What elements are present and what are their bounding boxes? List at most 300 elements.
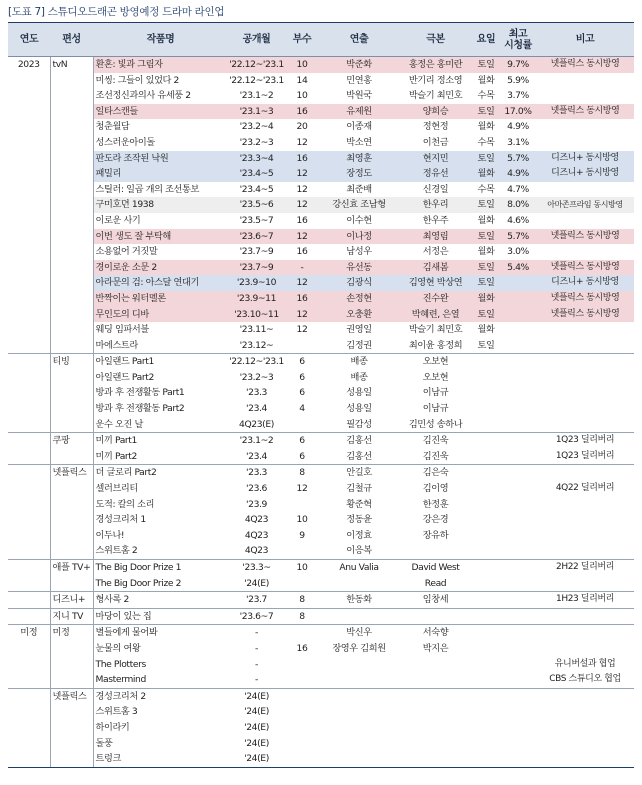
table-row	[8, 119, 634, 135]
note-cell	[536, 465, 634, 481]
writer-cell	[399, 688, 472, 704]
year-cell	[8, 657, 50, 673]
director-cell: 김광식	[319, 275, 399, 291]
writer-cell: 홍정은 홍미란	[399, 57, 472, 73]
writer-cell: 김영현 박상연	[399, 275, 472, 291]
header-platform: 편성	[50, 23, 93, 57]
year-cell	[8, 497, 50, 513]
director-cell	[319, 576, 399, 592]
release-cell: '22.12~'23.1	[229, 74, 284, 86]
table-row	[8, 688, 634, 704]
writer-cell: David West	[399, 560, 472, 576]
rating-cell	[500, 608, 536, 625]
release-cell: '24(E)	[244, 577, 269, 589]
table-row	[8, 338, 634, 354]
platform-cell	[50, 704, 93, 720]
table-row	[8, 512, 634, 528]
day-cell: 토일	[472, 307, 500, 323]
year-cell	[8, 560, 50, 576]
table-row	[8, 401, 634, 417]
year-cell	[8, 704, 50, 720]
release-cell: '24(E)	[244, 721, 269, 733]
writer-cell: 박지은	[422, 642, 449, 654]
release-cell: '23.9~10	[228, 275, 285, 291]
year-cell	[8, 528, 50, 544]
writer-cell: 오보현	[422, 371, 449, 383]
note-cell: 1H23 딜리버리	[536, 592, 634, 609]
note-cell	[536, 736, 634, 752]
table-row	[8, 672, 634, 688]
table-row	[8, 57, 634, 73]
note-cell: 디즈니+ 동시방영	[536, 151, 634, 167]
episodes-cell: 8	[285, 592, 319, 609]
episodes-cell: 16	[285, 104, 319, 120]
release-cell: '23.1~2	[239, 90, 274, 102]
year-cell	[8, 354, 50, 370]
writer-cell	[399, 720, 472, 736]
day-cell: 수목	[477, 136, 495, 148]
writer-cell: 장유하	[422, 529, 449, 541]
note-cell	[536, 512, 634, 528]
episodes-cell: 6	[299, 450, 305, 462]
release-cell: '23.7~9	[239, 246, 274, 258]
rating-cell: 5.9%	[507, 74, 529, 86]
release-cell: '23.9~11	[228, 291, 285, 307]
work-cell: 소용없어 거짓말	[95, 246, 158, 258]
platform-cell	[50, 449, 93, 465]
day-cell	[472, 354, 500, 370]
rating-cell: 3.1%	[507, 136, 529, 148]
release-cell: '23.2~4	[239, 121, 274, 133]
note-cell	[536, 543, 634, 559]
day-cell	[472, 512, 500, 528]
writer-cell: 김민성 송하나	[408, 418, 463, 430]
table-row	[8, 592, 634, 609]
platform-cell: 넷플릭스	[50, 688, 93, 704]
year-cell	[8, 672, 50, 688]
day-cell	[472, 672, 500, 688]
director-cell: 배종	[350, 371, 368, 383]
drama-lineup-table	[8, 22, 634, 768]
day-cell	[472, 543, 500, 559]
work-cell: The Big Door Prize 2	[95, 577, 182, 589]
platform-cell	[50, 385, 93, 401]
year-cell	[8, 608, 50, 625]
rating-cell: 5.4%	[500, 260, 536, 276]
note-cell	[536, 119, 634, 135]
rating-cell	[500, 497, 536, 513]
day-cell	[472, 720, 500, 736]
writer-cell: 반기리 정소영	[408, 74, 463, 86]
work-cell: Mastermind	[95, 674, 146, 686]
release-cell: -	[255, 658, 258, 670]
day-cell	[472, 385, 500, 401]
table-row	[8, 135, 634, 151]
writer-cell: 이남규	[422, 403, 449, 415]
table-row	[8, 481, 634, 497]
year-cell	[8, 213, 50, 229]
table-row	[8, 73, 634, 89]
release-cell: '23.4	[246, 450, 267, 462]
table-row	[8, 751, 634, 767]
day-cell: 토일	[472, 151, 500, 167]
table-row	[8, 497, 634, 513]
platform-cell: 애플 TV+	[50, 560, 93, 576]
episodes-cell: 12	[296, 483, 308, 495]
table-row	[8, 307, 634, 323]
year-cell	[8, 119, 50, 135]
episodes-cell: 12	[285, 307, 319, 323]
writer-cell: 김진욱	[399, 433, 472, 449]
table-title: [도표 7] 스튜디오드래곤 방영예정 드라마 라인업	[8, 6, 225, 18]
table-row	[8, 736, 634, 752]
year-cell	[8, 182, 50, 198]
day-cell: 수목	[477, 90, 495, 102]
release-cell: '23.6~7	[228, 229, 285, 245]
rating-cell: 3.7%	[507, 90, 529, 102]
note-cell: 유니버설과 협업	[554, 658, 616, 669]
platform-cell	[50, 338, 93, 354]
writer-cell: 한우리	[399, 197, 472, 213]
director-cell	[319, 688, 399, 704]
year-cell	[8, 244, 50, 260]
episodes-cell: 16	[285, 291, 319, 307]
year-cell	[8, 449, 50, 465]
release-cell: -	[255, 674, 258, 686]
platform-cell: 티빙	[50, 354, 93, 370]
work-cell: 환혼: 빛과 그림자	[93, 57, 228, 73]
work-cell: 트렁크	[93, 751, 228, 767]
rating-cell	[500, 688, 536, 704]
release-cell: '23.2~3	[239, 371, 274, 383]
rating-cell: 4.9%	[500, 166, 536, 182]
work-cell: 형사록 2	[93, 592, 228, 609]
work-cell: 아일랜드 Part1	[93, 354, 228, 370]
table-row	[8, 625, 634, 641]
note-cell	[536, 322, 634, 338]
day-cell	[472, 608, 500, 625]
release-cell: '23.4~5	[239, 183, 274, 195]
rating-cell	[500, 338, 536, 354]
director-cell: 박신우	[319, 625, 399, 641]
release-cell: '23.7~9	[228, 260, 285, 276]
work-cell: 스위트홈 3	[95, 706, 138, 718]
note-cell	[536, 625, 634, 641]
writer-cell: 김은숙	[399, 465, 472, 481]
work-cell: 이두나!	[95, 529, 125, 541]
release-cell: '23.1~2	[228, 433, 285, 449]
rating-cell	[500, 465, 536, 481]
note-cell	[536, 704, 634, 720]
year-cell	[8, 73, 50, 89]
platform-cell	[50, 751, 93, 767]
rating-cell	[500, 433, 536, 449]
writer-cell: 김이영	[422, 483, 449, 495]
day-cell: 토일	[472, 104, 500, 120]
platform-cell: 미정	[50, 625, 93, 641]
writer-cell	[399, 751, 472, 767]
platform-cell	[50, 166, 93, 182]
rating-cell	[500, 481, 536, 497]
platform-cell	[50, 119, 93, 135]
platform-cell	[50, 197, 93, 213]
year-cell: 2023	[8, 57, 50, 73]
writer-cell	[399, 736, 472, 752]
writer-cell: 이남규	[422, 387, 449, 399]
rating-cell: 3.0%	[507, 246, 529, 258]
writer-cell: 이천금	[422, 136, 449, 148]
director-cell: 김정권	[346, 339, 372, 351]
platform-cell	[50, 481, 93, 497]
year-cell	[8, 104, 50, 120]
episodes-cell: 8	[285, 465, 319, 481]
rating-cell	[500, 560, 536, 576]
work-cell: 별들에게 물어봐	[93, 625, 228, 641]
day-cell: 월화	[477, 121, 495, 133]
director-cell: 배종	[319, 354, 399, 370]
rating-cell: 9.7%	[500, 57, 536, 73]
release-cell: '23.11~	[239, 324, 274, 336]
year-cell	[8, 166, 50, 182]
writer-cell: 양희승	[399, 104, 472, 120]
writer-cell	[399, 543, 472, 559]
header-episodes: 부수	[285, 23, 319, 57]
episodes-cell	[285, 704, 319, 720]
episodes-cell: 6	[299, 371, 305, 383]
writer-cell: 오보현	[399, 354, 472, 370]
director-cell: Anu Valia	[319, 560, 399, 576]
platform-cell	[50, 88, 93, 104]
platform-cell	[50, 322, 93, 338]
day-cell: 토일	[472, 197, 500, 213]
platform-cell	[50, 291, 93, 307]
writer-cell: 박슬기 최민호	[408, 90, 463, 102]
work-cell: 방과 후 전쟁활동 Part2	[95, 403, 185, 415]
work-cell: 이번 생도 잘 부탁해	[93, 229, 228, 245]
episodes-cell: 4	[299, 403, 305, 415]
release-cell: '23.10~11	[228, 307, 285, 323]
note-cell: 4Q22 딜리버리	[555, 483, 615, 494]
director-cell: 손정현	[319, 291, 399, 307]
director-cell: 김철규	[346, 483, 372, 495]
table-row	[8, 197, 634, 213]
note-cell	[536, 73, 634, 89]
header-writer: 극본	[399, 23, 472, 57]
director-cell	[319, 720, 399, 736]
writer-cell: 정유선	[399, 166, 472, 182]
table-row	[8, 370, 634, 386]
day-cell	[472, 704, 500, 720]
note-cell	[536, 244, 634, 260]
year-cell	[8, 135, 50, 151]
table-row	[8, 641, 634, 657]
release-cell: '23.1~3	[228, 104, 285, 120]
release-cell: '23.12~	[239, 339, 274, 351]
writer-cell: 김진욱	[422, 450, 449, 462]
director-cell: 이정효	[346, 529, 372, 541]
director-cell: 김홍선	[346, 450, 372, 462]
header-rating-line2: 시청률	[504, 39, 532, 51]
year-cell	[8, 465, 50, 481]
episodes-cell	[285, 688, 319, 704]
table-row	[8, 449, 634, 465]
day-cell	[472, 688, 500, 704]
release-cell: 4Q23	[244, 529, 269, 541]
platform-cell: 넷플릭스	[50, 465, 93, 481]
rating-cell	[500, 592, 536, 609]
day-cell	[472, 576, 500, 592]
platform-cell	[50, 720, 93, 736]
rating-cell	[500, 449, 536, 465]
platform-cell	[50, 657, 93, 673]
rating-cell	[500, 751, 536, 767]
note-cell: 2H22 딜리버리	[536, 560, 634, 576]
table-row	[8, 543, 634, 559]
writer-cell: 정현정	[422, 121, 449, 133]
release-cell: '23.3	[228, 465, 285, 481]
table-row	[8, 166, 634, 182]
release-cell: '23.3	[246, 387, 267, 399]
year-cell	[8, 751, 50, 767]
header-note: 비고	[536, 23, 634, 57]
note-cell	[536, 213, 634, 229]
note-cell: 1Q23 딜리버리	[536, 433, 634, 449]
platform-cell	[50, 370, 93, 386]
episodes-cell	[285, 736, 319, 752]
rating-cell	[500, 275, 536, 291]
director-cell: 유제원	[319, 104, 399, 120]
release-cell: '24(E)	[244, 706, 269, 718]
note-cell: 넷플릭스 동시방영	[536, 291, 634, 307]
table-row	[8, 104, 634, 120]
lineup-table-container	[8, 22, 634, 768]
note-cell	[536, 688, 634, 704]
note-cell	[536, 528, 634, 544]
rating-cell	[500, 672, 536, 688]
platform-cell	[50, 417, 93, 433]
day-cell: 토일	[472, 229, 500, 245]
year-cell	[8, 720, 50, 736]
year-cell	[8, 688, 50, 704]
episodes-cell: -	[285, 260, 319, 276]
work-cell: 아라문의 검: 아스달 연대기	[93, 275, 228, 291]
release-cell: '23.5~6	[228, 197, 285, 213]
table-row	[8, 433, 634, 449]
day-cell	[472, 449, 500, 465]
director-cell: 장정도	[319, 166, 399, 182]
platform-cell	[50, 182, 93, 198]
table-row	[8, 385, 634, 401]
director-cell	[319, 704, 399, 720]
director-cell: 최준배	[346, 183, 372, 195]
day-cell: 월화	[477, 74, 495, 86]
work-cell: 더 글로리 Part2	[93, 465, 228, 481]
table-body	[8, 57, 634, 768]
director-cell	[319, 736, 399, 752]
work-cell: 미끼 Part2	[95, 450, 137, 462]
director-cell: 이응복	[346, 545, 372, 557]
release-cell: -	[228, 625, 285, 641]
table-row	[8, 244, 634, 260]
work-cell: 운수 오진 날	[95, 418, 143, 430]
work-cell: 하이라키	[95, 721, 130, 733]
day-cell	[472, 592, 500, 609]
rating-cell	[500, 657, 536, 673]
episodes-cell: 12	[296, 324, 308, 336]
note-cell: CBS 스튜디오 협업	[549, 674, 621, 685]
note-cell	[536, 370, 634, 386]
table-row	[8, 465, 634, 481]
day-cell: 토일	[472, 57, 500, 73]
writer-cell	[399, 704, 472, 720]
work-cell: 반짝이는 워터멜론	[93, 291, 228, 307]
episodes-cell: 16	[296, 214, 308, 226]
rating-cell: 8.0%	[500, 197, 536, 213]
platform-cell	[50, 229, 93, 245]
episodes-cell: 16	[285, 151, 319, 167]
note-cell: 넷플릭스 동시방영	[536, 260, 634, 276]
director-cell: 황준혁	[346, 498, 372, 510]
platform-cell: 지니 TV	[50, 608, 93, 625]
episodes-cell	[285, 720, 319, 736]
note-cell: 1Q23 딜리버리	[555, 450, 615, 461]
episodes-cell: 10	[296, 90, 308, 102]
platform-cell: 디즈니+	[50, 592, 93, 609]
release-cell: '24(E)	[228, 751, 285, 767]
note-cell	[536, 401, 634, 417]
writer-cell: 박혜련, 은열	[399, 307, 472, 323]
rating-cell	[500, 307, 536, 323]
rating-cell: 4.9%	[507, 121, 529, 133]
work-cell: 미끼 Part1	[93, 433, 228, 449]
table-row	[8, 88, 634, 104]
note-cell: 넷플릭스 동시방영	[536, 307, 634, 323]
table-row	[8, 151, 634, 167]
day-cell: 토일	[477, 339, 495, 351]
work-cell: 구미호뎐 1938	[93, 197, 228, 213]
day-cell: 토일	[472, 260, 500, 276]
release-cell: '23.3~4	[228, 151, 285, 167]
work-cell: 경성크리처 1	[95, 514, 146, 526]
director-cell: 정동윤	[346, 514, 372, 526]
release-cell: '23.2~3	[239, 136, 274, 148]
work-cell: 경성크리처 2	[93, 688, 228, 704]
episodes-cell: 12	[296, 183, 308, 195]
year-cell	[8, 512, 50, 528]
year-cell	[8, 417, 50, 433]
rating-cell	[500, 370, 536, 386]
platform-cell	[50, 151, 93, 167]
director-cell	[319, 672, 399, 688]
episodes-cell	[285, 576, 319, 592]
rating-cell: 4.6%	[507, 214, 529, 226]
note-cell: 디즈니+ 동시방영	[536, 275, 634, 291]
episodes-cell: 12	[296, 136, 308, 148]
work-cell: 패밀리	[93, 166, 228, 182]
release-cell: 4Q23	[244, 514, 269, 526]
platform-cell	[50, 512, 93, 528]
writer-cell: 한정훈	[422, 498, 449, 510]
table-row	[8, 528, 634, 544]
year-cell	[8, 370, 50, 386]
work-cell: 미씽: 그들이 있었다 2	[95, 74, 180, 86]
rating-cell	[500, 528, 536, 544]
year-cell	[8, 197, 50, 213]
table-row	[8, 229, 634, 245]
year-cell	[8, 88, 50, 104]
platform-cell	[50, 244, 93, 260]
year-cell	[8, 481, 50, 497]
